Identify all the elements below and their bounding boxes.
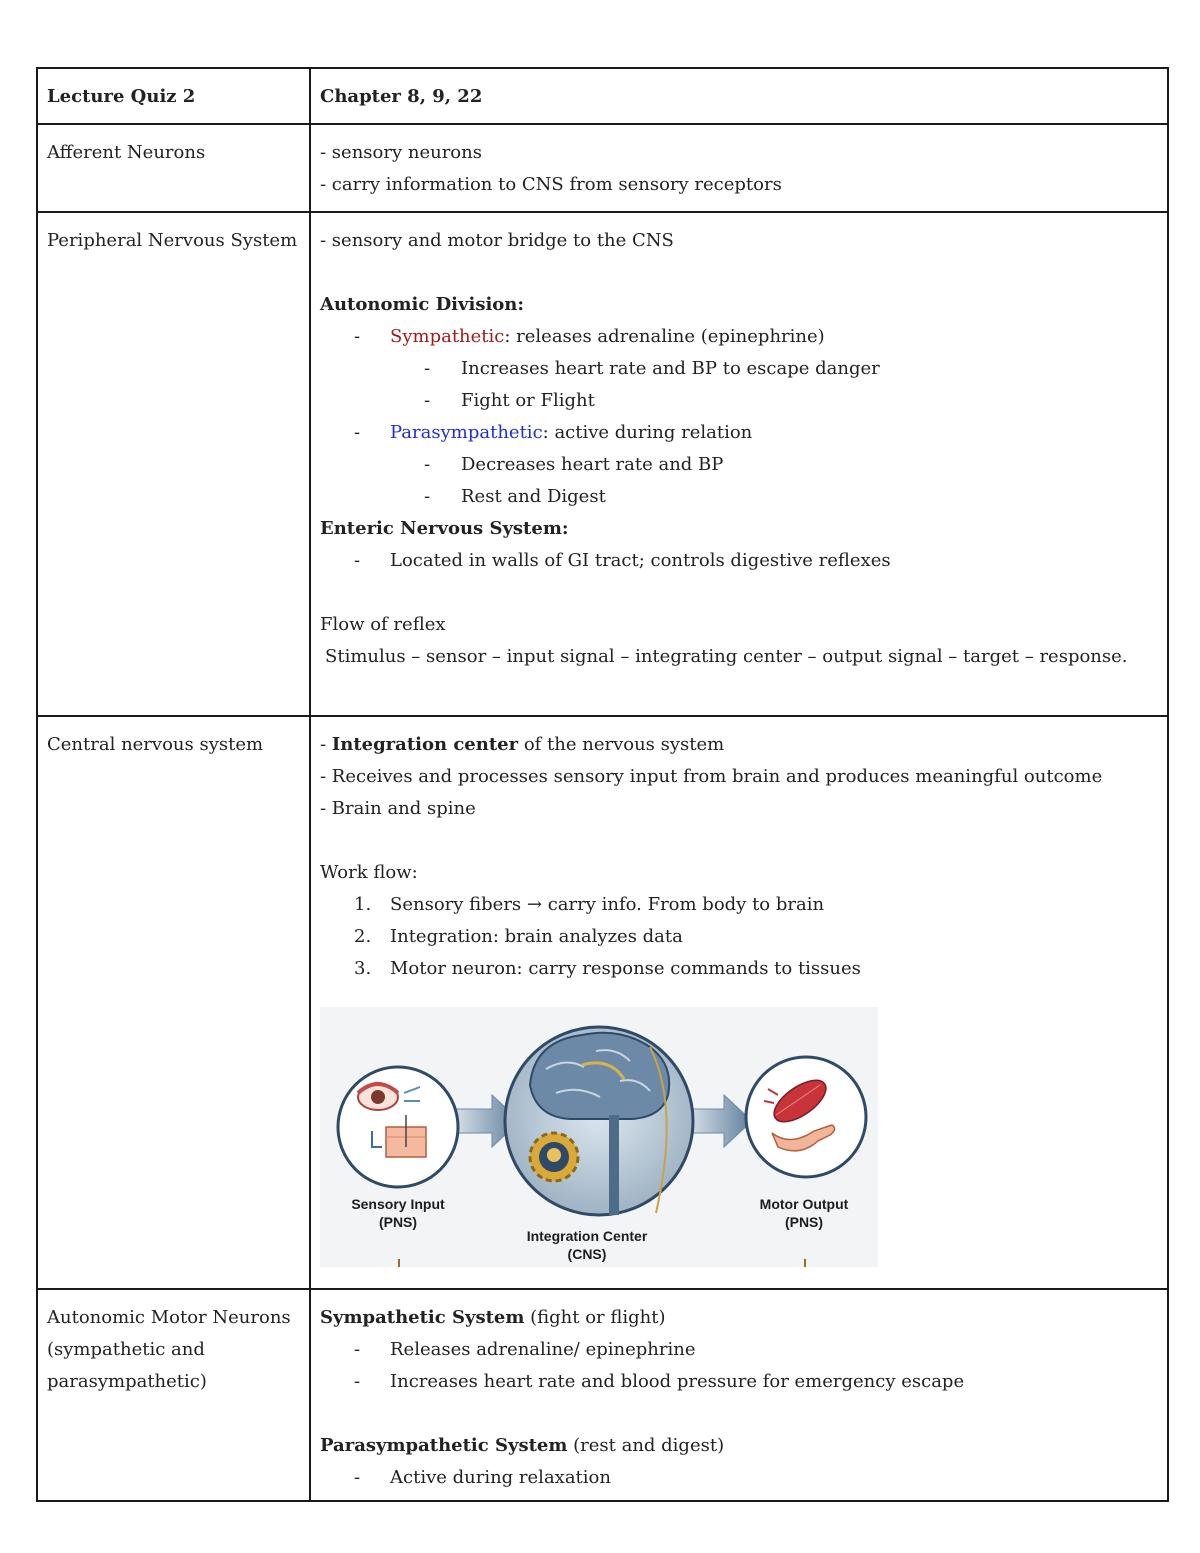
sympathetic-system-heading: Sympathetic System (fight or flight) [320,1307,666,1328]
list-item: - Rest and Digest [424,486,606,507]
list-item: - Releases adrenaline/ epinephrine [354,1339,696,1360]
workflow-heading: Work flow: [320,862,418,883]
list-item: - Located in walls of GI tract; controls digestive reflexes [354,550,891,571]
row-pns [37,212,1168,716]
integration-center-term: Integration center [331,734,519,755]
row-autonomic-motor [37,1289,1168,1501]
brain-icon [505,1027,693,1215]
row-afferent [37,124,1168,212]
list-item: 1. Sensory fibers → carry info. From body to brain [354,894,825,915]
flow-heading: Flow of reflex [320,614,446,635]
list-item: - Increases heart rate and BP to escape danger [424,358,880,379]
header-left [37,68,310,124]
header-right [310,68,1168,124]
cns-line-2: - Receives and processes sensory input from brain and produces meaningful outcome [320,766,1103,787]
list-item: - Sympathetic: releases adrenaline (epinephrine) [354,326,825,347]
list-item: - Parasympathetic: active during relation [354,422,753,443]
motor-output-sublabel: (PNS) [784,1214,824,1230]
integration-center-sublabel: (CNS) [567,1246,607,1262]
parasympathetic-label: Parasympathetic [390,422,543,443]
term-cell [37,716,310,1289]
parasympathetic-text: : active during relation [542,422,753,443]
autonomic-heading: Autonomic Division: [320,294,525,315]
quiz-table [36,67,1169,1502]
term-cns: Central nervous system [47,734,264,755]
row-cns [37,716,1168,1289]
afferent-line-2: - carry information to CNS from sensory receptors [320,174,782,195]
cns-line-3: - Brain and spine [320,798,476,819]
enteric-heading: Enteric Nervous System: [320,518,569,539]
muscle-icon [746,1057,866,1177]
term-autonomic-line-2: (sympathetic and [47,1339,205,1360]
term-autonomic-line-3: parasympathetic) [47,1371,207,1392]
sensory-input-label: Sensory Input [351,1196,445,1212]
nervous-system-diagram [320,1007,878,1267]
motor-output-label: Motor Output [759,1196,849,1212]
definition-cell [310,212,1168,716]
list-item: - Active during relaxation [354,1467,611,1488]
term-afferent: Afferent Neurons [47,142,206,163]
term-cell [37,1289,310,1501]
eye-icon [338,1067,458,1187]
term-cell [37,212,310,716]
sympathetic-text: : releases adrenaline (epinephrine) [504,326,825,347]
pns-intro: - sensory and motor bridge to the CNS [320,230,674,251]
list-item: - Decreases heart rate and BP [424,454,724,475]
chapter-title: Chapter 8, 9, 22 [320,86,483,107]
afferent-line-1: - sensory neurons [320,142,482,163]
sympathetic-label: Sympathetic [390,326,505,347]
term-autonomic-line-1: Autonomic Motor Neurons [47,1307,291,1328]
sensory-input-sublabel: (PNS) [378,1214,418,1230]
cns-line-1: - Integration center of the nervous system [320,734,725,755]
gear-icon [530,1133,578,1181]
term-cell [37,124,310,212]
term-pns: Peripheral Nervous System [47,230,298,251]
integration-center-label: Integration Center [526,1228,648,1244]
header-row [37,68,1168,124]
definition-cell [310,124,1168,212]
flow-text: Stimulus – sensor – input signal – integrating center – output signal – target – response. [325,646,1128,667]
list-item: 3. Motor neuron: carry response commands to tissues [354,958,861,979]
definition-cell [310,1289,1168,1501]
quiz-title: Lecture Quiz 2 [47,86,196,107]
list-item: - Fight or Flight [424,390,595,411]
parasympathetic-system-heading: Parasympathetic System (rest and digest) [320,1435,725,1456]
list-item: - Increases heart rate and blood pressure for emergency escape [354,1371,965,1392]
definition-cell [310,716,1168,1289]
list-item: 2. Integration: brain analyzes data [354,926,683,947]
